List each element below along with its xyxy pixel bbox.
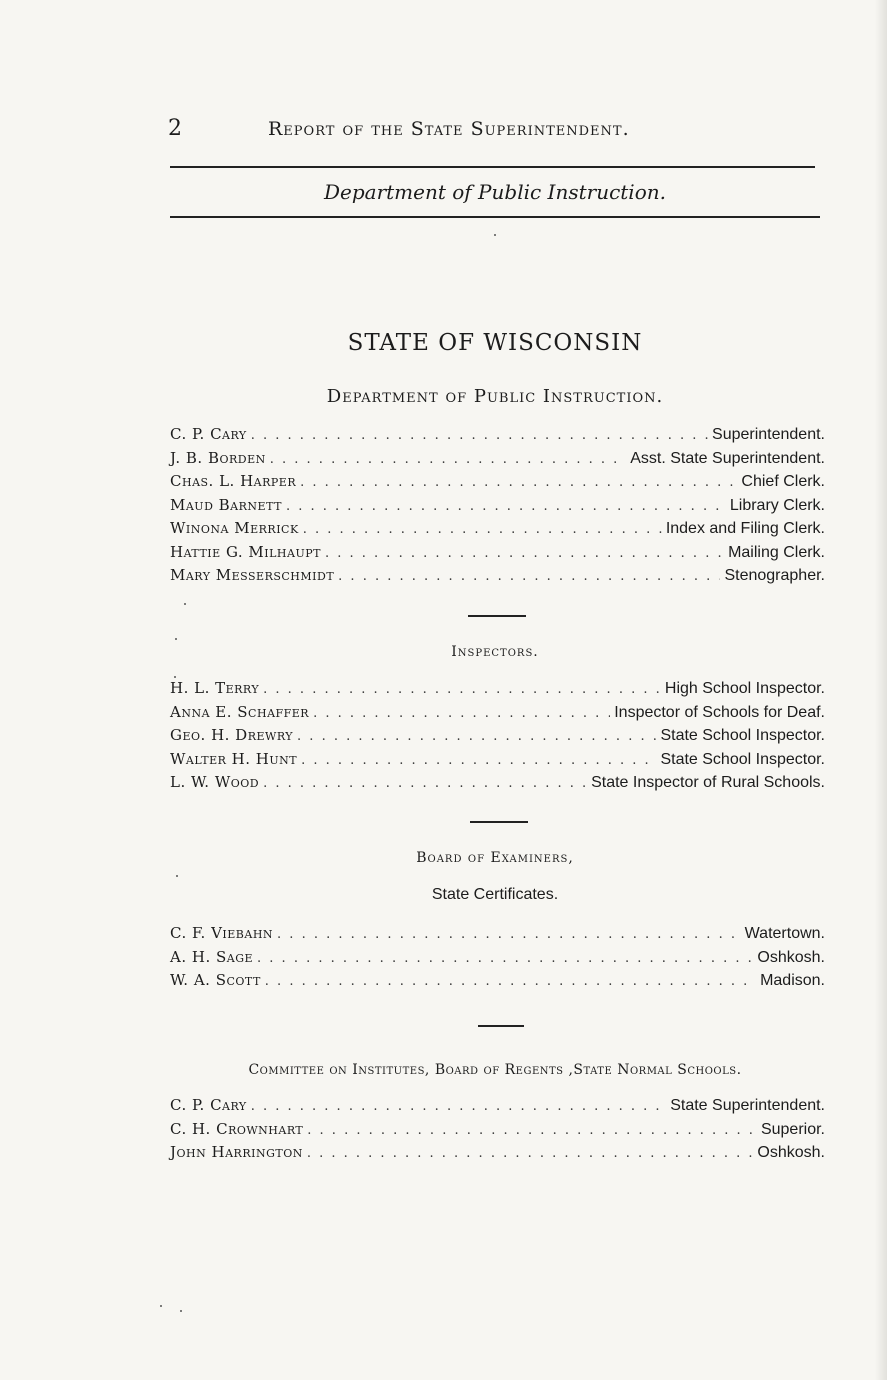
dot-leader	[251, 428, 708, 443]
list-item	[170, 679, 825, 703]
dot-leader	[313, 706, 610, 721]
person-role: Stenographer.	[724, 567, 825, 584]
dot-leader	[263, 776, 587, 791]
dot-leader	[257, 951, 753, 966]
person-role: Asst. State Superintendent.	[630, 449, 825, 467]
person-location: Oshkosh.	[757, 1144, 825, 1161]
person-location: Watertown.	[744, 925, 825, 942]
person-role: Library Clerk.	[729, 496, 825, 514]
person-name: Walter H. Hunt	[170, 749, 298, 768]
section-divider	[478, 1025, 524, 1027]
print-speck	[494, 234, 496, 236]
list-item	[170, 750, 825, 774]
inspectors-list	[170, 679, 825, 797]
list-item	[170, 726, 825, 750]
dot-leader	[307, 1146, 754, 1161]
list-item	[170, 543, 825, 567]
person-name: J. B. Borden	[170, 448, 266, 467]
person-role: Inspector of Schools for Deaf.	[614, 703, 825, 721]
committee-list	[170, 1096, 825, 1167]
list-item	[170, 971, 825, 995]
dot-leader	[277, 927, 741, 942]
list-item	[170, 924, 825, 948]
person-name: C. H. Crownhart	[170, 1119, 304, 1138]
person-name: Geo. H. Drewry	[170, 726, 294, 744]
list-item	[170, 496, 825, 520]
list-item	[170, 948, 825, 972]
print-speck	[174, 676, 176, 678]
list-item	[170, 773, 825, 797]
page-edge-shadow	[875, 0, 887, 1380]
board-heading: Board of Examiners,	[416, 850, 574, 866]
list-item	[170, 566, 825, 590]
person-name: Chas. L. Harper	[170, 472, 297, 490]
person-name: A. H. Sage	[170, 947, 254, 966]
person-role: Chief Clerk.	[741, 473, 825, 490]
person-role: Mailing Clerk.	[728, 543, 825, 561]
dot-leader	[325, 546, 724, 561]
person-role: State Superintendent.	[670, 1097, 825, 1114]
dot-leader	[265, 974, 756, 989]
board-list	[170, 924, 825, 995]
dot-leader	[300, 475, 737, 490]
person-name: Winona Merrick	[170, 519, 299, 537]
person-location: Oshkosh.	[757, 948, 825, 966]
department-heading: Department of Public Instruction.	[326, 386, 664, 407]
list-item	[170, 1096, 825, 1120]
dot-leader	[270, 452, 626, 467]
inspectors-heading: Inspectors.	[451, 644, 539, 660]
person-role: Index and Filing Clerk.	[665, 520, 825, 537]
list-item	[170, 472, 825, 496]
person-name: C. P. Cary	[170, 425, 247, 443]
section-divider	[468, 615, 526, 617]
dot-leader	[251, 1099, 667, 1114]
print-speck	[176, 875, 178, 877]
list-item	[170, 703, 825, 727]
certificates-heading: State Certificates.	[431, 886, 559, 903]
committee-heading: Committee on Institutes, Board of Regents ,State Normal Schools.	[248, 1062, 742, 1078]
dot-leader	[297, 729, 656, 744]
person-name: Hattie G. Milhaupt	[170, 542, 321, 561]
list-item	[170, 1143, 825, 1167]
list-item	[170, 449, 825, 473]
print-speck	[184, 603, 186, 605]
person-role: High School Inspector.	[664, 680, 825, 697]
print-speck	[160, 1305, 162, 1307]
header-rule-top	[170, 166, 815, 168]
person-role: State School Inspector.	[660, 727, 825, 744]
person-location: Superior.	[760, 1120, 825, 1138]
page-number: 2	[168, 116, 182, 141]
dot-leader	[303, 522, 662, 537]
report-title: Report of the State Superintendent.	[268, 118, 630, 140]
list-item	[170, 425, 825, 449]
dot-leader	[286, 499, 726, 514]
print-speck	[175, 638, 177, 640]
person-role: Superintendent.	[712, 426, 825, 443]
department-italic-title: Department of Public Instruction.	[323, 180, 666, 204]
dot-leader	[338, 569, 720, 584]
person-role: State Inspector of Rural Schools.	[591, 774, 825, 791]
person-name: H. L. Terry	[170, 679, 260, 697]
person-location: Madison.	[760, 972, 825, 989]
staff-list	[170, 425, 825, 590]
running-head	[168, 116, 728, 146]
person-name: C. P. Cary	[170, 1096, 247, 1114]
dot-leader	[263, 682, 661, 697]
list-item	[170, 519, 825, 543]
person-name: Mary Messerschmidt	[170, 566, 335, 584]
person-name: W. A. Scott	[170, 971, 261, 989]
person-name: John Harrington	[170, 1143, 303, 1161]
list-item	[170, 1120, 825, 1144]
person-name: C. F. Viebahn	[170, 924, 274, 942]
state-heading: STATE OF WISCONSIN	[347, 330, 643, 356]
print-speck	[180, 1310, 182, 1312]
section-divider	[470, 821, 528, 823]
dot-leader	[307, 1123, 757, 1138]
person-name: L. W. Wood	[170, 773, 260, 791]
dot-leader	[301, 753, 656, 768]
person-name: Maud Barnett	[170, 495, 282, 514]
person-role: State School Inspector.	[660, 750, 825, 768]
header-rule-bottom	[170, 216, 820, 218]
person-name: Anna E. Schaffer	[170, 702, 310, 721]
